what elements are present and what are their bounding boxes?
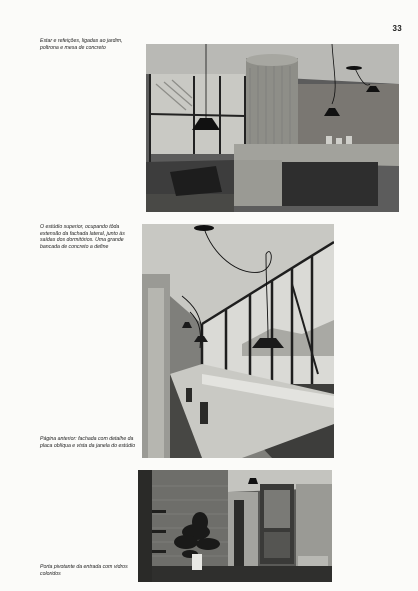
page-number: 33	[392, 24, 402, 33]
caption-entrance-door: Porta pivotante da entrada com vidros coloridos	[40, 564, 128, 577]
caption-previous-page: Página anterior: fachada com detalhe da placa oblíqua e vista da janela do estúdio	[40, 436, 136, 449]
photo-living-room	[146, 44, 399, 212]
caption-studio: O estúdio superior, ocupando tôda extensão da fachada lateral, junto às saídas dos dormitórios. Uma grande bancada de concreto a define	[40, 224, 125, 250]
photo-studio	[142, 224, 334, 458]
photo-entrance	[138, 470, 332, 582]
caption-living-room: Estar e refeições, ligadas ao jardim, poltrona e mesa de concreto	[40, 38, 123, 51]
